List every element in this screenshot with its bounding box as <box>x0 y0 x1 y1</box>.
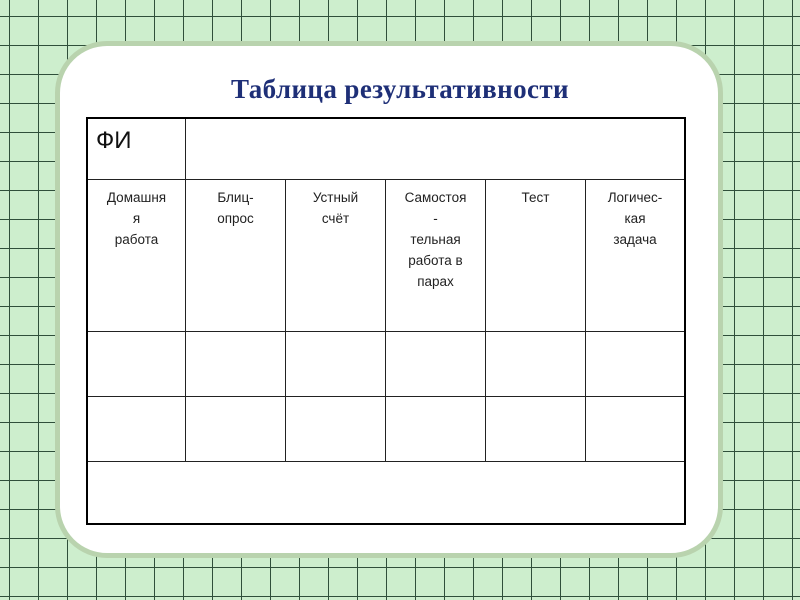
results-table <box>86 117 686 525</box>
header-line: кая <box>624 211 646 226</box>
column-header-pair-work <box>386 187 485 292</box>
table-row <box>88 462 684 523</box>
header-line: задача <box>613 232 657 247</box>
table-row <box>88 332 684 396</box>
column-header-mental-math <box>286 187 385 229</box>
column-header-homework <box>88 187 185 250</box>
column-header-logic-task <box>586 187 684 250</box>
header-line: Устный <box>312 190 359 205</box>
header-line: работа <box>114 232 159 247</box>
header-line: парах <box>417 274 454 289</box>
name-header: ФИ <box>96 127 132 154</box>
page-title: Таблица результативности <box>231 74 569 104</box>
column-header-test <box>486 187 585 208</box>
header-line: опрос <box>217 211 254 226</box>
header-line: Блиц- <box>217 190 254 205</box>
column-header-blitz-quiz <box>186 187 285 229</box>
header-line: Домашня <box>106 190 167 205</box>
header-line: счёт <box>321 211 350 226</box>
header-line: - <box>433 211 438 226</box>
header-line: тельная <box>410 232 461 247</box>
header-line: Тест <box>521 190 550 205</box>
header-line: я <box>132 211 141 226</box>
header-line: Самостоя <box>404 190 467 205</box>
row-divider <box>88 179 684 180</box>
table-row <box>88 397 684 461</box>
header-line: работа в <box>408 253 463 268</box>
header-line: Логичес- <box>607 190 663 205</box>
